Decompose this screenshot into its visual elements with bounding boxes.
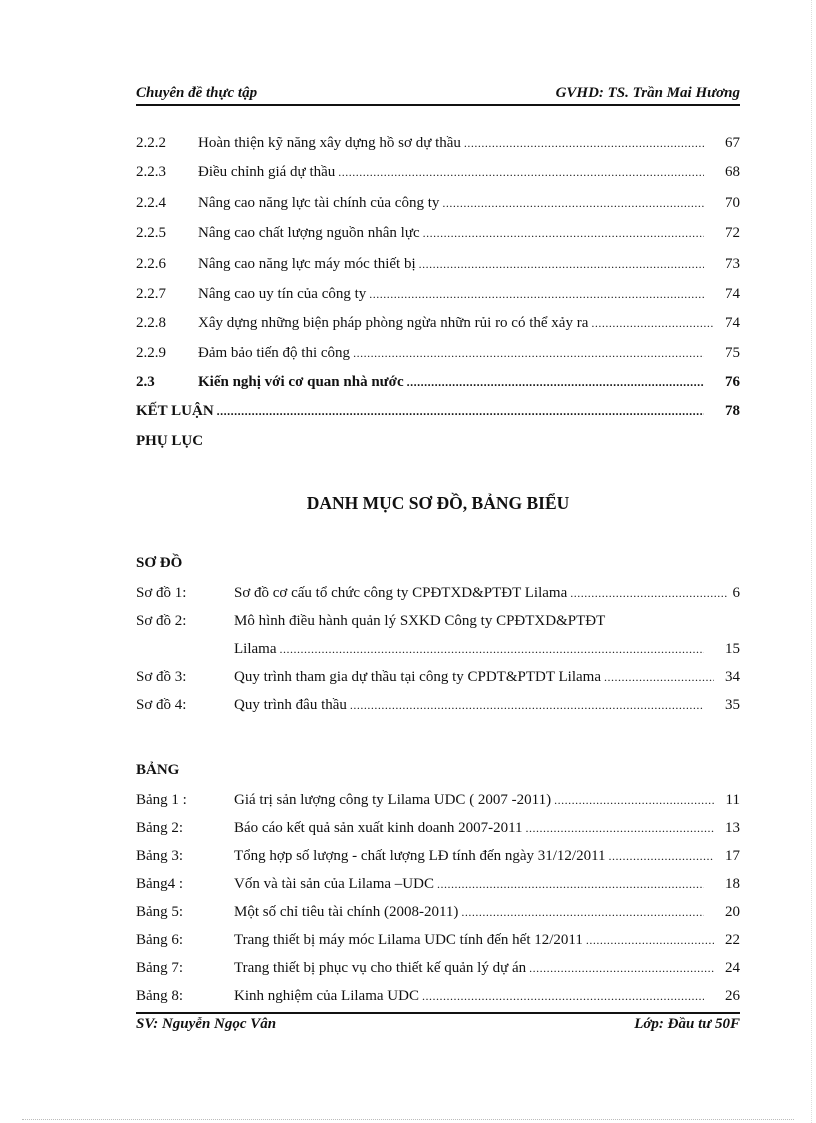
table-title: Tổng hợp số lượng - chất lượng LĐ tính đến ngày 31/12/2011 [234,848,606,864]
toc-number: 2.2.6 [136,256,166,272]
toc-entry[interactable] [136,223,740,243]
leader-dots [604,667,714,687]
table-number: Bảng 5: [136,904,184,920]
leader-dots [419,254,704,274]
toc-title: Nâng cao chất lượng nguồn nhân lực [198,225,420,241]
leader-dots [526,818,714,838]
leader-dots [554,790,714,810]
toc-page: 75 [725,345,740,361]
footer-left: SV: Nguyễn Ngọc Vân [136,1016,277,1032]
diagram-title: Sơ đồ cơ cấu tổ chức công ty CPĐTXD&PTĐT Lilama [234,585,568,601]
footer-right: Lớp: Đầu tư 50F [634,1016,740,1032]
toc-entry[interactable] [136,284,740,304]
toc-number: 2.2.2 [136,135,166,151]
table-number: Bảng 2: [136,820,184,836]
leader-dots [591,313,714,333]
diagram-title: Quy trình đâu thầu [234,697,347,713]
toc-page: 76 [725,374,740,390]
toc-number: 2.2.4 [136,195,166,211]
table-number: Bảng 1 : [136,792,187,808]
toc-page: 68 [725,164,740,180]
toc-page: 70 [725,195,740,211]
leader-dots [217,401,704,421]
diagram-number: Sơ đồ 4: [136,697,187,713]
diagram-entry[interactable] [136,583,740,603]
leader-dots [279,639,704,659]
leader-dots [350,695,704,715]
leader-dots [437,874,704,894]
diagram-title-cont: Lilama [234,641,277,657]
toc-title: PHỤ LỤC [136,433,204,449]
leader-dots [442,193,704,213]
toc-entry[interactable] [136,431,740,451]
toc-page: 74 [725,315,740,331]
leader-dots [422,986,704,1006]
header-left: Chuyên đề thực tập [136,85,258,101]
diagram-number: Sơ đồ 1: [136,585,187,601]
leader-dots [338,162,704,182]
table-title: Trang thiết bị phục vụ cho thiết kế quản lý dự án [234,960,527,976]
table-title: Trang thiết bị máy móc Lilama UDC tính đến hết 12/2011 [234,932,583,948]
toc-title: KẾT LUẬN [136,403,214,419]
toc-page: 74 [725,286,740,302]
toc-entry[interactable] [136,401,740,421]
table-number: Bảng 7: [136,960,184,976]
diagram-page: 35 [725,697,740,713]
table-entry[interactable] [136,818,740,838]
toc-title: Kiến nghị với cơ quan nhà nước [198,374,404,390]
table-entry[interactable] [136,790,740,810]
page-edge-bottom [22,1119,794,1120]
page-footer [136,1012,740,1036]
toc-entry[interactable] [136,162,740,182]
diagram-title: Quy trình tham gia dự thầu tại công ty CPDT&PTDT Lilama [234,669,601,685]
leader-dots [609,846,714,866]
header-right: GVHD: TS. Trần Mai Hương [555,85,740,101]
table-page: 20 [725,904,740,920]
diagram-number: Sơ đồ 3: [136,669,187,685]
table-entry[interactable] [136,958,740,978]
table-entry[interactable] [136,930,740,950]
diagram-page: 6 [732,585,740,601]
list-title: DANH MỤC SƠ ĐỒ, BẢNG BIỂU [306,493,570,513]
toc-title: Nâng cao năng lực máy móc thiết bị [198,256,416,272]
diagram-entry[interactable] [136,611,740,631]
table-number: Bảng4 : [136,876,184,892]
toc-page: 67 [725,135,740,151]
leader-dots [353,343,704,363]
table-page: 24 [725,960,740,976]
toc-number: 2.2.7 [136,286,166,302]
table-page: 18 [725,876,740,892]
toc-page: 73 [725,256,740,272]
toc-number: 2.2.5 [136,225,166,241]
diagram-entry-continued [136,639,740,659]
leader-dots [529,958,714,978]
toc-entry[interactable] [136,193,740,213]
leader-dots [423,223,704,243]
table-entry[interactable] [136,874,740,894]
table-entry[interactable] [136,986,740,1006]
leader-dots [464,133,704,153]
toc-title: Đảm bảo tiến độ thi công [198,345,351,361]
leader-dots [407,372,704,392]
toc-title: Điều chỉnh giá dự thầu [198,164,336,180]
diagram-page: 15 [725,641,740,657]
table-number: Bảng 8: [136,988,184,1004]
diagram-number: Sơ đồ 2: [136,613,187,629]
toc-entry[interactable] [136,343,740,363]
table-page: 22 [725,932,740,948]
diagrams-label: SƠ ĐỒ [136,555,183,571]
page-edge-right [811,0,812,1123]
toc-number: 2.2.3 [136,164,166,180]
diagram-entry[interactable] [136,667,740,687]
table-title: Vốn và tài sản của Lilama –UDC [234,876,434,892]
toc-number: 2.2.8 [136,315,166,331]
toc-page: 78 [725,403,740,419]
toc-title: Hoàn thiện kỹ năng xây dựng hồ sơ dự thầu [198,135,461,151]
table-page: 13 [725,820,740,836]
diagram-page: 34 [725,669,740,685]
table-page: 26 [725,988,740,1004]
leader-dots [461,902,704,922]
toc-title: Nâng cao uy tín của công ty [198,286,367,302]
diagram-title: Mô hình điều hành quản lý SXKD Công ty CPĐTXD&PTĐT [234,613,606,629]
table-title: Một số chỉ tiêu tài chính (2008-2011) [234,904,459,920]
toc-entry[interactable] [136,372,740,392]
table-number: Bảng 6: [136,932,184,948]
tables-label: BẢNG [136,762,180,778]
toc-page: 72 [725,225,740,241]
leader-dots [570,583,728,603]
table-title: Giá trị sản lượng công ty Lilama UDC ( 2007 -2011) [234,792,552,808]
table-page: 11 [725,792,740,808]
table-number: Bảng 3: [136,848,184,864]
table-entry[interactable] [136,902,740,922]
toc-title: Nâng cao năng lực tài chính của công ty [198,195,440,211]
table-title: Kinh nghiệm của Lilama UDC [234,988,419,1004]
toc-entry[interactable] [136,133,740,153]
leader-dots [369,284,704,304]
leader-dots [586,930,714,950]
table-page: 17 [725,848,740,864]
page-header [136,84,740,106]
toc-entry[interactable] [136,254,740,274]
table-entry[interactable] [136,846,740,866]
toc-title: Xây dựng những biện pháp phòng ngừa nhữn rủi ro có thể xảy ra [198,315,589,331]
table-title: Báo cáo kết quả sản xuất kinh doanh 2007-2011 [234,820,523,836]
toc-number: 2.3 [136,374,155,390]
toc-entry[interactable] [136,313,740,333]
diagram-entry[interactable] [136,695,740,715]
toc-number: 2.2.9 [136,345,166,361]
